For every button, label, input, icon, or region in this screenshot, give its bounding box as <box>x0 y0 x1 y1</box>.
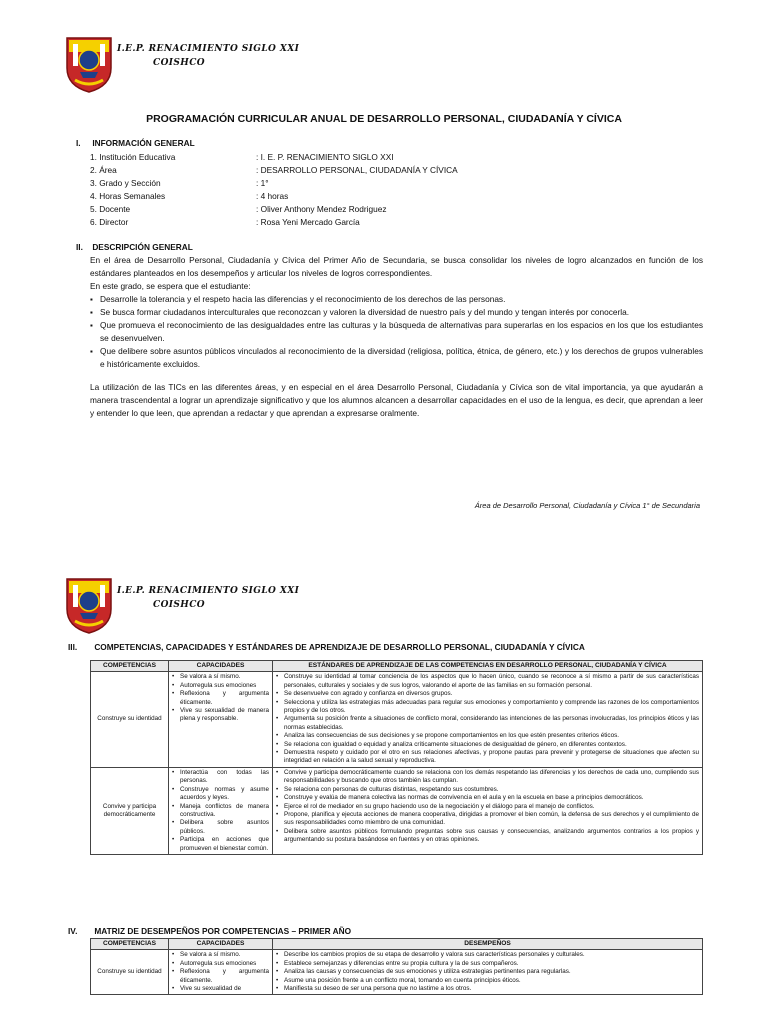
competencies-table <box>90 660 703 855</box>
table-row <box>91 950 703 995</box>
competency-cell: Construye su identidad <box>91 950 169 995</box>
list-item: • Manifiesta su deseo de ser una persona que no lastime a los otros. <box>276 985 699 993</box>
list-item: • Se valora a sí mismo. <box>172 673 269 681</box>
info-key: 5. Docente <box>90 204 131 214</box>
description-lead: En este grado, se espera que el estudiante: <box>90 281 251 291</box>
table-header-row <box>91 661 703 672</box>
page-footer-note: Área de Desarrollo Personal, Ciudadanía y Cívica 1° de Secundaria <box>474 501 700 510</box>
document-title: PROGRAMACIÓN CURRICULAR ANUAL DE DESARROLLO PERSONAL, CIUDADANÍA Y CÍVICA <box>146 113 622 125</box>
table-header-row <box>91 939 703 950</box>
list-item: • Analiza las causas y consecuencias de sus emociones y utiliza estrategias pertinentes para regularlas. <box>276 968 699 976</box>
info-value: : DESARROLLO PERSONAL, CIUDADANÍA Y CÍVICA <box>256 165 458 175</box>
info-value: : 1° <box>256 178 269 188</box>
section-title: COMPETENCIAS, CAPACIDADES Y ESTÁNDARES DE APRENDIZAJE DE DESARROLLO PERSONAL, CIUDADANÍA Y CÍVICA <box>94 642 585 652</box>
column-header: COMPETENCIAS <box>91 661 169 672</box>
section-title: INFORMACIÓN GENERAL <box>92 138 195 148</box>
list-item: • Interactúa con todas las personas. <box>172 769 269 786</box>
section-1-heading <box>76 138 195 148</box>
info-key: 6. Director <box>90 217 129 227</box>
list-item: • Vive su sexualidad de manera plena y responsable. <box>172 707 269 724</box>
list-item: • Demuestra respeto y cuidado por el otro en sus relaciones afectivas, y propone pautas para prevenir y protegerse de situaciones que afecten su integridad en relación a la salud sexual y reproductiva. <box>276 749 699 766</box>
capacities-cell <box>169 767 273 854</box>
column-header: DESEMPEÑOS <box>273 939 703 950</box>
capacities-cell <box>169 950 273 995</box>
list-item: ▪ Se busca formar ciudadanos interculturales que reconozcan y valoren la diversidad de nuestro país y del mundo y tengan interés por conocerla. <box>90 306 703 319</box>
info-row <box>90 216 458 229</box>
info-value: : Rosa Yeni Mercado García <box>256 217 360 227</box>
competency-cell: Convive y participa democráticamente <box>91 767 169 854</box>
info-row <box>90 177 458 190</box>
section-number: II. <box>76 242 83 252</box>
list-item: • Se desenvuelve con agrado y confianza en diversos grupos. <box>276 690 699 698</box>
tics-paragraph: La utilización de las TICs en las diferentes áreas, y en especial en el área Desarrollo Personal, Ciudadanía y Cívica son de vital importancia, ya que ayudarán a manera trascendental a lograr un aprendizaje significativo y que los alumnos alcancen a desarrollar capacidades en el uso de la lengua, es decir, que aprendan a leer y entender lo que leen, que aprendan a redactar y que aprendan a expresarse oralmente. <box>90 382 703 418</box>
section-number: III. <box>68 642 78 652</box>
expectations-list <box>90 293 703 371</box>
list-item: • Reflexiona y argumenta éticamente. <box>172 690 269 707</box>
page-2 <box>0 560 768 1024</box>
list-item: • Se relaciona con igualdad o equidad y analiza críticamente situaciones de desigualdad de género, en diferentes contextos. <box>276 741 699 749</box>
list-item: • Establece semejanzas y diferencias entre su propia cultura y la de sus compañeros. <box>276 960 699 968</box>
list-item: • Ejerce el rol de mediador en su grupo haciendo uso de la negociación y el diálogo para el manejo de conflictos. <box>276 803 699 811</box>
info-row <box>90 190 458 203</box>
list-item: • Se relaciona con personas de culturas distintas, respetando sus costumbres. <box>276 786 699 794</box>
school-name: I.E.P. RENACIMIENTO SIGLO XXI <box>117 44 300 54</box>
list-item: • Construye normas y asume acuerdos y leyes. <box>172 786 269 803</box>
standards-cell <box>273 767 703 854</box>
school-header <box>117 42 299 70</box>
capacities-cell <box>169 672 273 767</box>
school-crest-logo <box>63 34 115 94</box>
list-item: ▪ Que promueva el reconocimiento de las desigualdades entre las culturas y la búsqueda de alternativas para superarlas en los espacios en los que los estudiantes se desenvuelven. <box>90 319 703 345</box>
section-number: I. <box>76 138 81 148</box>
competency-cell: Construye su identidad <box>91 672 169 767</box>
column-header: CAPACIDADES <box>169 661 273 672</box>
school-header <box>117 584 299 612</box>
info-value: : 4 horas <box>256 191 289 201</box>
list-item: ▪ Desarrolle la tolerancia y el respeto hacia las diferencias y el reconocimiento de los derechos de las personas. <box>90 293 703 306</box>
list-item: ▪ Que delibere sobre asuntos públicos vinculados al reconocimiento de la diversidad (religiosa, política, étnica, de género, etc.) y los derechos de grupos vulnerables e históricamente excluidos. <box>90 345 703 371</box>
list-item: • Delibera sobre asuntos públicos formulando preguntas sobre sus causas y consecuencias, analizando argumentos contrarios a los propios y argumentando su postura basándose en fuentes y en otras opiniones. <box>276 828 699 845</box>
performances-cell <box>273 950 703 995</box>
list-item: • Describe los cambios propios de su etapa de desarrollo y valora sus características personales y culturales. <box>276 951 699 959</box>
section-number: IV. <box>68 926 78 936</box>
list-item: • Propone, planifica y ejecuta acciones de manera cooperativa, dirigidas a promover el bien común, la defensa de sus derechos y el cumplimiento de sus responsabilidades como miembro de una comunidad. <box>276 811 699 828</box>
list-item: • Vive su sexualidad de <box>172 985 269 993</box>
section-4-heading <box>68 926 351 936</box>
list-item: • Construye y evalúa de manera colectiva las normas de convivencia en el aula y en la escuela en base a principios democráticos. <box>276 794 699 802</box>
info-value: : I. E. P. RENACIMIENTO SIGLO XXI <box>256 152 394 162</box>
list-item: • Autorregula sus emociones <box>172 960 269 968</box>
school-name: I.E.P. RENACIMIENTO SIGLO XXI <box>117 586 300 596</box>
list-item: • Asume una posición frente a un conflicto moral, tomando en cuenta principios éticos. <box>276 977 699 985</box>
list-item: • Convive y participa democráticamente cuando se relaciona con los demás respetando las diferencias y los derechos de cada uno, cumpliendo sus responsabilidades y buscando que otros también las cumplan. <box>276 769 699 786</box>
list-item: • Participa en acciones que promueven el bienestar común. <box>172 836 269 853</box>
standards-cell <box>273 672 703 767</box>
general-description <box>90 254 703 420</box>
section-2-heading <box>76 242 193 252</box>
general-info-list <box>90 151 458 229</box>
info-row <box>90 203 458 216</box>
list-item: • Construye su identidad al tomar conciencia de los aspectos que lo hacen único, cuando se reconoce a sí mismo a partir de sus características personales, culturales y sociales y de sus logros, valorando el aporte de las familias en su formación personal. <box>276 673 699 690</box>
list-item: • Maneja conflictos de manera constructiva. <box>172 803 269 820</box>
info-row <box>90 164 458 177</box>
info-key: 4. Horas Semanales <box>90 191 166 201</box>
table-row <box>91 672 703 767</box>
info-key: 1. Institución Educativa <box>90 152 176 162</box>
performance-matrix-table <box>90 938 703 995</box>
section-title: MATRIZ DE DESEMPEÑOS POR COMPETENCIAS – PRIMER AÑO <box>94 926 352 936</box>
info-key: 2. Área <box>90 165 117 175</box>
list-item: • Reflexiona y argumenta éticamente. <box>172 968 269 985</box>
info-row <box>90 151 458 164</box>
list-item: • Analiza las consecuencias de sus decisiones y se propone comportamientos en los que estén presentes criterios éticos. <box>276 732 699 740</box>
info-value: : Oliver Anthony Mendez Rodriguez <box>256 204 387 214</box>
section-title: DESCRIPCIÓN GENERAL <box>92 242 193 252</box>
school-town: COISHCO <box>153 58 206 68</box>
list-item: • Autorregula sus emociones <box>172 682 269 690</box>
list-item: • Delibera sobre asuntos públicos. <box>172 819 269 836</box>
table-row <box>91 767 703 854</box>
list-item: • Selecciona y utiliza las estrategias más adecuadas para regular sus emociones y comportamiento y comprende las razones de los comportamientos propios y de los otros. <box>276 699 699 716</box>
info-key: 3. Grado y Sección <box>90 178 161 188</box>
list-item: • Se valora a sí mismo. <box>172 951 269 959</box>
column-header: CAPACIDADES <box>169 939 273 950</box>
description-intro: En el área de Desarrollo Personal, Ciudadanía y Cívica del Primer Año de Secundaria, se busca consolidar los niveles de logro alcanzados en función de los estándares planteados en los desempeños y articular los niveles de logros correspondientes. <box>90 255 703 278</box>
list-item: • Argumenta su posición frente a situaciones de conflicto moral, considerando las intenciones de las personas involucradas, los principios éticos y las normas establecidas. <box>276 715 699 732</box>
school-town: COISHCO <box>153 600 206 610</box>
column-header: COMPETENCIAS <box>91 939 169 950</box>
column-header: ESTÁNDARES DE APRENDIZAJE DE LAS COMPETENCIAS EN DESARROLLO PERSONAL, CIUDADANÍA Y CÍVICA <box>273 661 703 672</box>
school-crest-logo <box>63 575 115 635</box>
section-3-heading <box>68 642 585 652</box>
